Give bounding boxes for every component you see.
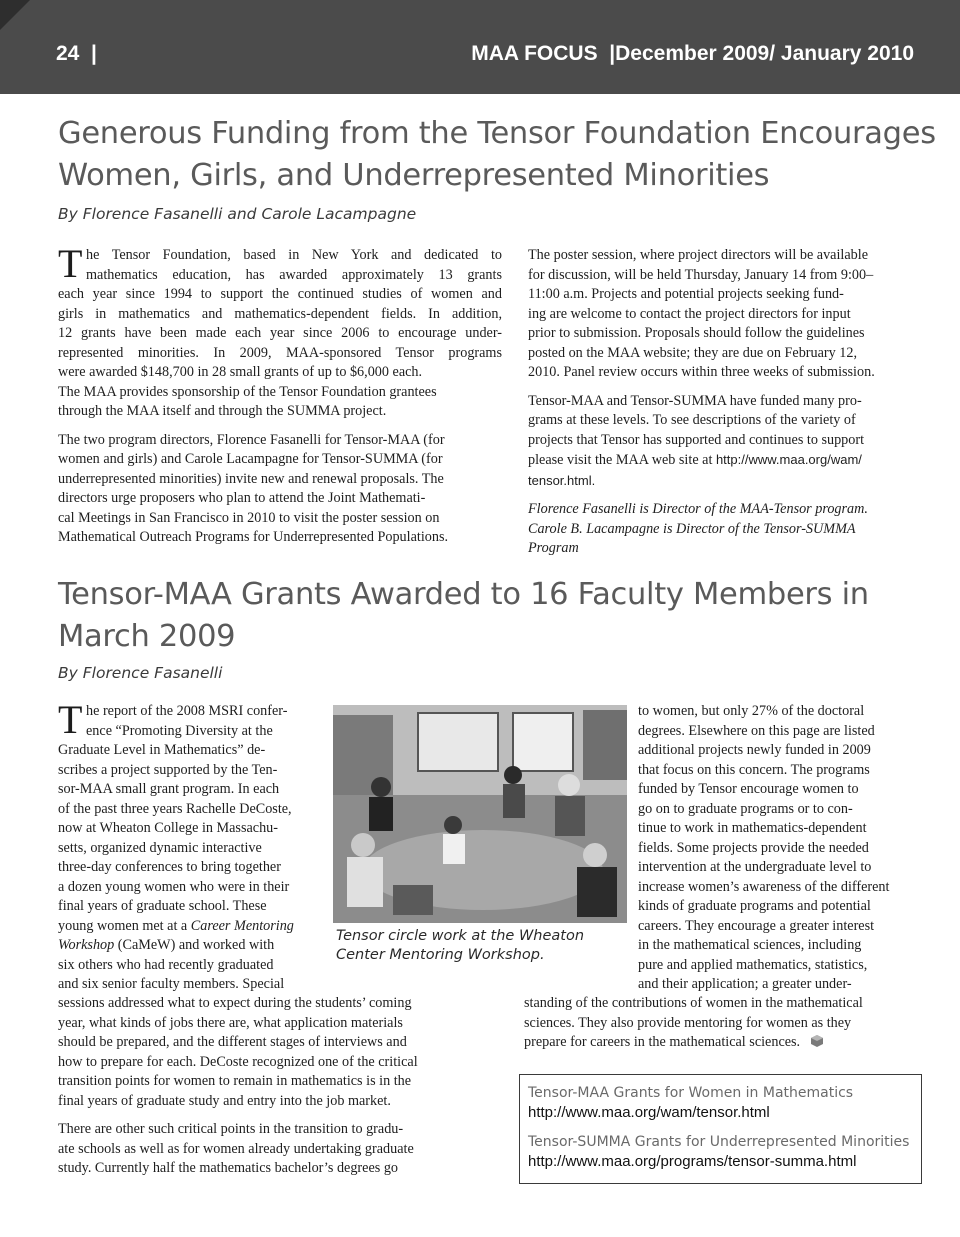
text-line: Carole B. Lacampagne is Director of the Tensor-SUMMA [528, 520, 856, 537]
text-line: additional projects newly funded in 2009 [638, 742, 871, 758]
publication-issue: MAA FOCUS |December 2009/ January 2010 [471, 42, 914, 65]
article2-right-column [638, 702, 922, 995]
text-line: 2010. Panel review occurs within three weeks of submission. [528, 364, 875, 380]
text-line: Mathematical Outreach Programs for Underrepresented Populations. [58, 529, 449, 545]
article1-author-credits [528, 500, 920, 559]
workshop-photo [333, 705, 627, 923]
workshop-photo-image [333, 705, 627, 923]
article1-paragraph-1 [58, 241, 502, 422]
text-line: were awarded $148,700 in 28 small grants of up to $6,000 each. [58, 364, 423, 380]
article1-title: Generous Funding from the Tensor Foundation Encourages Women, Girls, and Underrepresented Minorities [58, 116, 936, 193]
text-fragment: prepare for careers in the mathematical sciences. [524, 1034, 801, 1050]
tensor-summa-label: Tensor-SUMMA Grants for Underrepresented Minorities [528, 1134, 910, 1150]
text-fragment: young women met at a [58, 917, 191, 934]
article2-paragraph-1 [58, 697, 324, 995]
text-fragment: please visit the MAA web site at [528, 452, 716, 468]
text-line: sor-MAA small grant program. In each [58, 781, 280, 797]
text-line: go on to graduate programs or to con- [638, 800, 853, 817]
article2-left-column [58, 697, 324, 995]
text-line: sessions addressed what to expect during the students’ coming [58, 995, 412, 1011]
text-line [524, 1033, 924, 1053]
article1-paragraph-3 [528, 246, 920, 383]
text-line: final years of graduate school. These [58, 898, 267, 914]
text-line: Graduate Level in Mathematics” de- [58, 742, 266, 758]
text-line: scribes a project supported by the Ten- [58, 761, 278, 778]
text-fragment: (CaMeW) and worked with [114, 937, 275, 953]
article1-left-column [58, 241, 502, 557]
photo-caption: Tensor circle work at the Wheaton Center Mentoring Workshop. [336, 928, 585, 963]
text-line: The MAA provides sponsorship of the Tensor Foundation grantees [58, 383, 437, 400]
text-line: 12 grants have been made each year since 2006 to encourage under- [58, 325, 502, 341]
text-line: he Tensor Foundation, based in New York and dedicated to [86, 247, 502, 263]
article2-paragraph-1-continued [58, 994, 468, 1111]
article1-right-column [528, 246, 920, 568]
dropcap: T [58, 697, 83, 742]
header-corner-accent [0, 0, 30, 30]
text-line: funded by Tensor encourage women to [638, 781, 859, 797]
text-line: represented minorities. In 2009, MAA-sponsored Tensor programs [58, 344, 502, 361]
text-line: fields. Some projects provide the needed [638, 839, 869, 856]
article2-title: Tensor-MAA Grants Awarded to 16 Faculty Members in March 2009 [58, 577, 869, 654]
text-line: in the mathematical sciences, including [638, 937, 862, 953]
text-line: posted on the MAA website; they are due on February 12, [528, 344, 857, 361]
text-line: ing are welcome to contact the project directors for input [528, 305, 851, 322]
text-line: Florence Fasanelli is Director of the MAA-Tensor program. [528, 501, 868, 517]
article2-right-continuation [524, 994, 924, 1053]
text-line: grams at these levels. To see descriptions of the variety of [528, 412, 856, 428]
text-line: kinds of graduate programs and potential [638, 898, 871, 914]
text-line: study. Currently half the mathematics bachelor’s degrees go [58, 1160, 399, 1176]
spacer [528, 1123, 913, 1132]
text-line: how to prepare for each. DeCoste recognized one of the critical [58, 1053, 418, 1070]
text-line: mathematics education, has awarded approximately 13 grants [86, 266, 502, 283]
text-line: he report of the 2008 MSRI confer- [86, 703, 288, 719]
text-line: The two program directors, Florence Fasanelli for Tensor-MAA (for [58, 431, 445, 448]
text-line: sciences. They also provide mentoring for women as they [524, 1014, 852, 1031]
text-line: that focus on this concern. The programs [638, 761, 870, 778]
dropcap: T [58, 241, 83, 286]
page-number: 24 | [56, 42, 97, 65]
text-line: and their application; a greater under- [638, 976, 852, 992]
tensor-links-box [519, 1074, 922, 1184]
text-line [528, 450, 920, 471]
text-line: for discussion, will be held Thursday, January 14 from 9:00– [528, 266, 874, 283]
text-line [58, 917, 324, 937]
text-line: three-day conferences to bring together [58, 859, 281, 875]
workshop-name: Career Mentoring [190, 917, 294, 934]
end-mark-icon [810, 1034, 824, 1048]
text-line: women and girls) and Carole Lacampagne for Tensor-SUMMA (for [58, 451, 443, 467]
text-line: careers. They encourage a greater interest [638, 917, 875, 934]
text-line: degrees. Elsewhere on this page are listed [638, 722, 875, 739]
text-line: should be prepared, and the different stages of interviews and [58, 1034, 407, 1050]
text-line: setts, organized dynamic interactive [58, 839, 262, 856]
text-line: increase women’s awareness of the different [638, 878, 890, 895]
text-line: pure and applied mathematics, statistics, [638, 956, 868, 973]
maa-wam-link[interactable]: http://www.maa.org/wam/ [715, 452, 862, 467]
text-line: Program [528, 540, 579, 556]
text-line: ate schools as well as for women already undertaking graduate [58, 1140, 414, 1157]
text-line: and six senior faculty members. Special [58, 976, 285, 992]
text-line: directors urge proposers who plan to attend the Joint Mathemati- [58, 490, 426, 506]
text-line: now at Wheaton College in Massachu- [58, 820, 278, 836]
article1-byline: By Florence Fasanelli and Carole Lacampagne [58, 205, 417, 223]
text-line: Tensor-MAA and Tensor-SUMMA have funded many pro- [528, 392, 862, 409]
text-line: ence “Promoting Diversity at the [86, 722, 273, 739]
text-line: 11:00 a.m. Projects and potential projects seeking fund- [528, 286, 844, 302]
text-line: of the past three years Rachelle DeCoste, [58, 800, 292, 817]
text-line: intervention at the undergraduate level to [638, 859, 872, 875]
tensor-maa-label: Tensor-MAA Grants for Women in Mathematics [528, 1085, 854, 1101]
text-line: through the MAA itself and through the SUMMA project. [58, 403, 387, 419]
text-line: There are other such critical points in the transition to gradu- [58, 1121, 404, 1137]
text-line: underrepresented minorities) invite new and renewal proposals. The [58, 470, 444, 487]
text-line: year, what kinds of jobs there are, what application materials [58, 1014, 403, 1031]
article2-paragraph-2 [58, 1120, 468, 1179]
text-line: a dozen young women who were in their [58, 878, 290, 895]
text-line: tinue to work in mathematics-dependent [638, 820, 867, 836]
maa-wam-link-continued[interactable]: tensor.html. [528, 472, 596, 488]
text-line: transition points for women to remain in mathematics is in the [58, 1073, 412, 1089]
text-line [528, 471, 920, 492]
article1-paragraph-2 [58, 431, 502, 548]
workshop-name-continued: Workshop [58, 937, 115, 953]
text-line: six others who had recently graduated [58, 956, 274, 973]
text-line: girls in mathematics and mathematics-dependent fields. In addition, [58, 305, 502, 322]
article1-paragraph-4 [528, 392, 920, 492]
text-line: each year since 1994 to support the continued studies of women and [58, 286, 502, 302]
text-line: The poster session, where project directors will be available [528, 247, 868, 263]
article2-left-continuation [58, 994, 468, 1188]
text-line: to women, but only 27% of the doctoral [638, 703, 865, 719]
text-line: final years of graduate study and entry into the job market. [58, 1092, 391, 1109]
article2-byline: By Florence Fasanelli [58, 664, 223, 682]
text-line: prior to submission. Proposals should follow the guidelines [528, 325, 865, 341]
page-header [0, 0, 960, 94]
tensor-summa-link[interactable]: http://www.maa.org/programs/tensor-summa.html [528, 1153, 857, 1170]
text-line: standing of the contributions of women in the mathematical [524, 995, 863, 1011]
text-line: cal Meetings in San Francisco in 2010 to visit the poster session on [58, 509, 440, 526]
text-line [58, 936, 324, 956]
text-line: projects that Tensor has supported and continues to support [528, 431, 865, 448]
tensor-maa-link[interactable]: http://www.maa.org/wam/tensor.html [528, 1104, 770, 1121]
